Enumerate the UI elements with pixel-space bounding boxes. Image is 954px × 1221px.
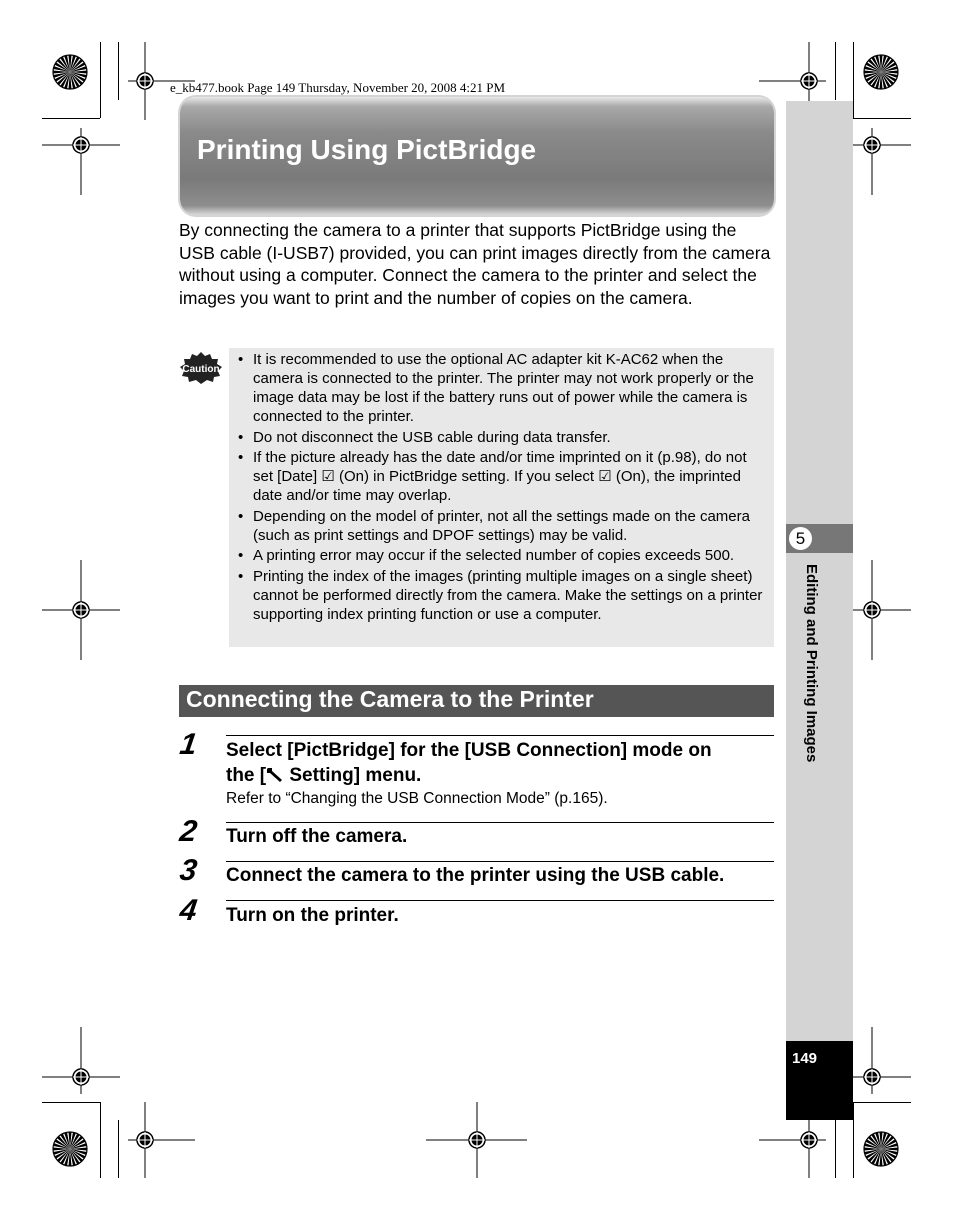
chapter-label [800,564,820,824]
step-divider [226,735,774,736]
page-number: 149 [792,1050,818,1067]
step-number: 3 [177,854,200,887]
caution-item: • If the picture already has the date and/or time imprinted on it (p.98), do not set [Date] ☑ (On) in PictBridge setting. If you select ☑ (On), the imprinted date and/or time may overlap. [238,448,770,505]
step-1-text [226,738,712,788]
chapter-number: 5 [788,526,813,551]
step-1-note: Refer to “Changing the USB Connection Mode” (p.165). [226,790,608,807]
section-title: Connecting the Camera to the Printer [186,686,594,712]
step-1-suffix: Setting] menu. [284,765,422,786]
step-divider [226,822,774,823]
step-divider [226,900,774,901]
caution-item: • It is recommended to use the optional AC adapter kit K-AC62 when the camera is connected to the printer. The printer may not work properly or the image data may be lost if the battery runs out of power while the camera is connected to the printer. [238,350,770,426]
caution-list [238,350,770,625]
wrench-icon [266,766,284,783]
page-title: Printing Using PictBridge [197,134,537,165]
step-number: 1 [177,728,200,761]
chapter-label-text: Editing and Printing Images [803,564,820,763]
step-1-line-2 [226,763,712,788]
step-2-text: Turn off the camera. [226,826,408,847]
book-info-line: e_kb477.book Page 149 Thursday, November 20, 2008 4:21 PM [170,80,506,95]
step-1-line-1: Select [PictBridge] for the [USB Connection] mode on [226,740,712,761]
step-number: 2 [177,815,200,848]
caution-item: • Depending on the model of printer, not all the settings made on the camera (such as print settings and DPOF settings) may be valid. [238,507,770,545]
step-1-prefix: the [ [226,765,267,786]
caution-item: • A printing error may occur if the selected number of copies exceeds 500. [238,546,770,565]
step-divider [226,861,774,862]
caution-badge-icon [179,351,223,385]
intro-paragraph: By connecting the camera to a printer that supports PictBridge using the USB cable (I-USB7) provided, you can print images directly from the camera without using a computer. Connect the camera to the printer and select the images you want to print and the number of copies on the camera. [179,220,771,308]
caution-item: • Do not disconnect the USB cable during data transfer. [238,428,770,447]
step-3-text: Connect the camera to the printer using the USB cable. [226,865,725,886]
step-number: 4 [177,894,200,927]
caution-badge-label: Caution [182,364,220,375]
caution-item: • Printing the index of the images (printing multiple images on a single sheet) cannot be performed directly from the camera. Make the settings on a printer supporting index printing function or use a computer. [238,567,770,624]
step-4-text: Turn on the printer. [226,905,399,926]
